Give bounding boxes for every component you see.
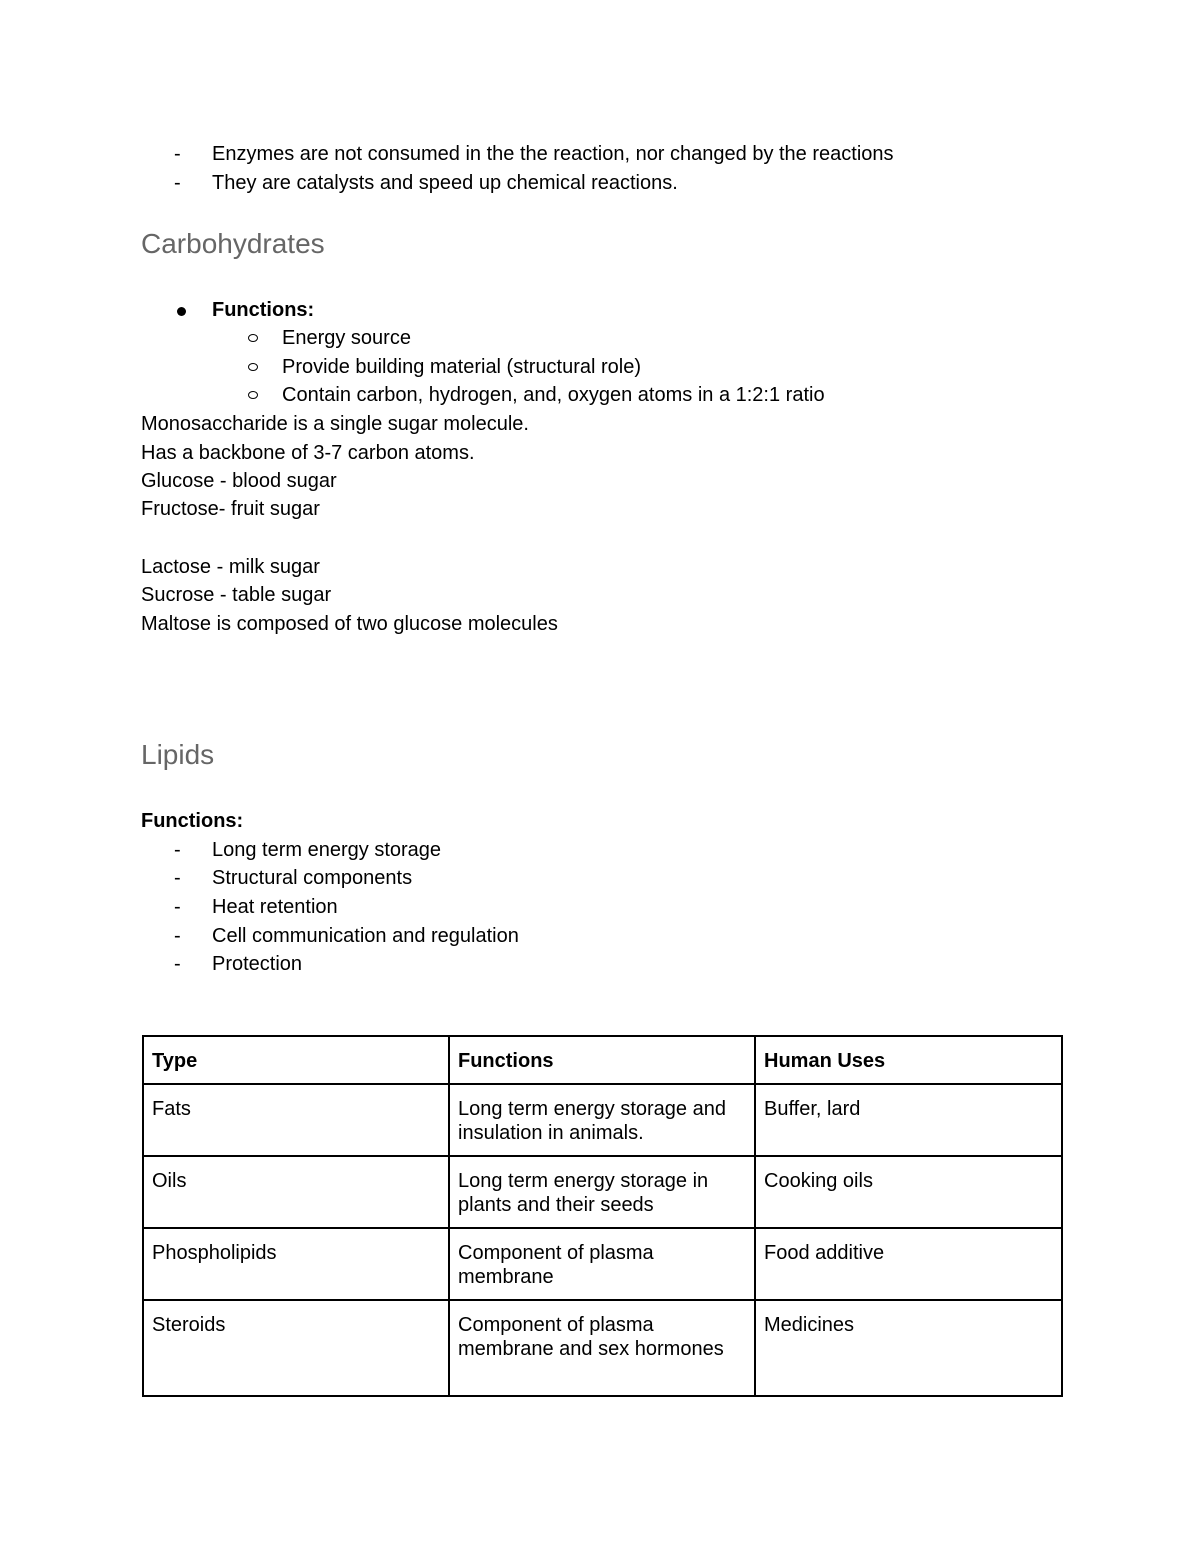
table-cell: Component of plasma membrane [449,1228,755,1300]
list-item: Heat retention [212,896,338,918]
list-item: Cell communication and regulation [212,925,519,947]
table-cell: Component of plasma membrane and sex hormones [449,1300,755,1396]
paragraph-line: Fructose- fruit sugar [141,498,320,520]
list-item: Contain carbon, hydrogen, and, oxygen atoms in a 1:2:1 ratio [282,384,825,406]
list-marker: - [174,953,181,975]
table-cell: Food additive [755,1228,1062,1300]
table-cell: Phospholipids [143,1228,449,1300]
table-cell: Fats [143,1084,449,1156]
header-cell-type: Type [143,1036,449,1084]
list-item: Energy source [282,327,411,349]
table-row [143,1300,1062,1396]
table-cell: Steroids [143,1300,449,1396]
lipids-table [142,1035,1063,1397]
table-cell: Long term energy storage in plants and their seeds [449,1156,755,1228]
list-marker: - [174,143,181,165]
paragraph-line: Has a backbone of 3-7 carbon atoms. [141,442,475,464]
paragraph-line: Maltose is composed of two glucose molecules [141,613,558,635]
header-cell-human-uses: Human Uses [755,1036,1062,1084]
lipids-functions-label: Functions: [141,810,244,832]
table-row [143,1156,1062,1228]
list-marker: - [174,172,181,194]
list-marker: - [174,867,181,889]
table-row [143,1228,1062,1300]
header-cell-functions: Functions [449,1036,755,1084]
table-cell: Long term energy storage and insulation in animals. [449,1084,755,1156]
table-cell: Medicines [755,1300,1062,1396]
lipids-heading: Lipids [141,739,215,770]
bullet-circle-icon [248,363,258,371]
bullet-disc-icon [177,307,186,316]
list-item: Structural components [212,867,413,889]
paragraph-line: Monosaccharide is a single sugar molecule. [141,413,529,435]
list-marker: - [174,925,181,947]
bullet-circle-icon [248,334,258,342]
table-cell: Buffer, lard [755,1084,1062,1156]
paragraph-line: Sucrose - table sugar [141,584,332,606]
list-item: Protection [212,953,303,975]
bullet-circle-icon [248,391,258,399]
table-cell: Cooking oils [755,1156,1062,1228]
carbohydrates-heading: Carbohydrates [141,228,325,259]
paragraph-line: Glucose - blood sugar [141,470,337,492]
list-item: Long term energy storage [212,839,442,861]
table-header-row [143,1036,1062,1084]
list-marker: - [174,839,181,861]
list-item: Enzymes are not consumed in the the reaction, nor changed by the reactions [212,143,894,165]
list-item: Provide building material (structural role) [282,356,642,378]
list-marker: - [174,896,181,918]
list-item: They are catalysts and speed up chemical reactions. [212,172,678,194]
paragraph-line: Lactose - milk sugar [141,556,320,578]
table-row [143,1084,1062,1156]
carbohydrates-functions-label: Functions: [212,299,315,321]
table-cell: Oils [143,1156,449,1228]
